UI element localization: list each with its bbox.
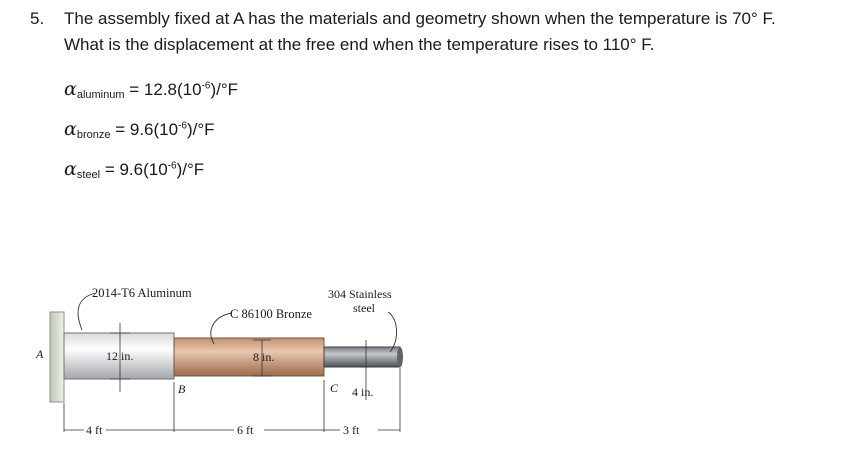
label-steel-line1: 304 Stainless <box>328 287 392 301</box>
alpha-symbol: α <box>64 78 77 100</box>
coefficient-unit: )/°F <box>186 120 215 139</box>
coefficient-exponent: -6 <box>167 160 177 172</box>
label-point-c: C <box>330 381 339 395</box>
label-len-steel: 3 ft <box>343 423 360 437</box>
label-dia-steel: 4 in. <box>352 385 374 399</box>
label-len-aluminum: 4 ft <box>86 423 103 437</box>
steel-segment <box>324 347 400 367</box>
coefficient-bronze <box>64 118 215 140</box>
question-number: 5. <box>30 9 45 28</box>
label-len-bronze: 6 ft <box>237 423 254 437</box>
question-line-2: What is the displacement at the free end when the temperature rises to 110° F. <box>64 35 655 54</box>
coefficient-subscript: steel <box>76 169 101 181</box>
coefficient-unit: )/°F <box>210 80 239 99</box>
coefficient-steel <box>64 158 204 180</box>
label-bronze: C 86100 Bronze <box>230 307 312 321</box>
coefficient-value: = 9.6(10 <box>100 160 168 179</box>
coefficient-exponent: -6 <box>201 80 211 92</box>
label-point-a: A <box>36 347 44 361</box>
assembly-figure <box>0 270 860 470</box>
free-end <box>397 347 403 367</box>
alpha-symbol: α <box>64 118 77 140</box>
coefficient-exponent: -6 <box>178 120 187 132</box>
label-dia-aluminum: 12 in. <box>106 349 134 363</box>
coefficient-aluminum <box>64 78 238 100</box>
label-dia-bronze: 8 in. <box>253 350 275 364</box>
label-aluminum: 2014-T6 Aluminum <box>92 286 192 300</box>
coefficient-value: = 12.8(10 <box>124 80 202 99</box>
bronze-segment <box>174 338 324 376</box>
label-steel-line2: steel <box>353 301 375 315</box>
alpha-symbol: α <box>64 158 77 180</box>
coefficient-subscript: bronze <box>76 129 111 141</box>
coefficient-value: = 9.6(10 <box>110 120 179 139</box>
fixed-wall <box>50 312 64 402</box>
label-point-b: B <box>178 382 186 396</box>
question-line-1: The assembly fixed at A has the materials and geometry shown when the temperature is 70° F. <box>64 9 776 28</box>
coefficient-subscript: aluminum <box>76 89 125 101</box>
coefficient-unit: )/°F <box>176 160 205 179</box>
